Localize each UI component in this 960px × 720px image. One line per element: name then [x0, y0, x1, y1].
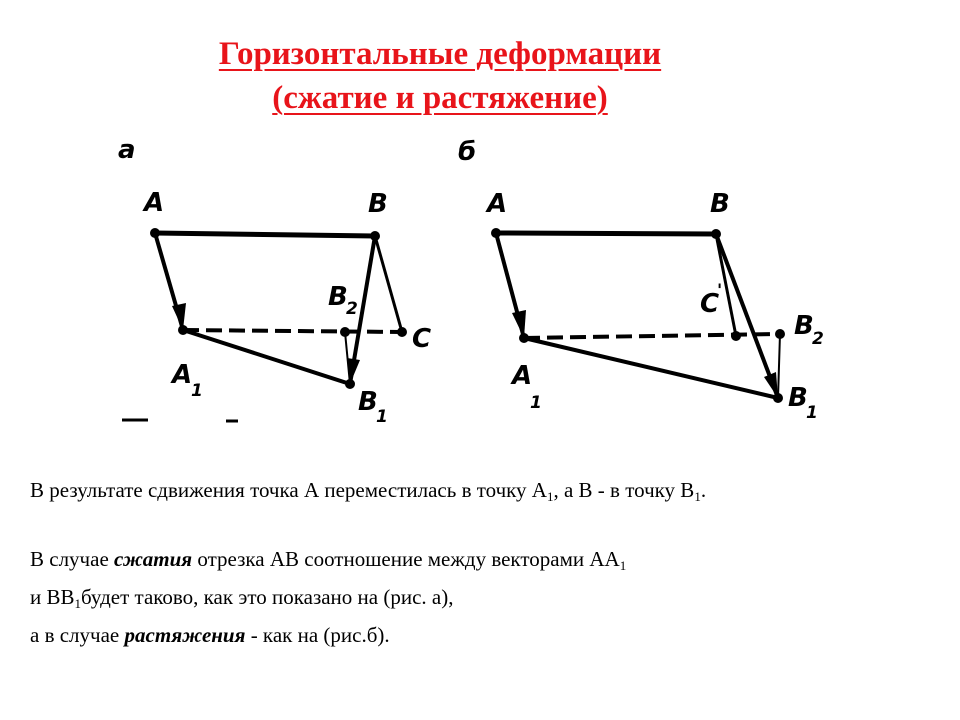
paragraph1-sub-b1: 1 — [694, 489, 701, 504]
figure-b-label-b: B — [710, 189, 730, 219]
figure-b-point-b — [711, 229, 721, 239]
figure-a-label-b2: B — [328, 282, 348, 312]
figure-a-label-b1-sub: 1 — [376, 407, 388, 427]
figure-a-label-c: C — [412, 324, 432, 354]
paragraph-extension — [30, 622, 930, 648]
figure-b-label-b2-sub: 2 — [812, 329, 824, 349]
figure-a-label-a: A — [144, 188, 165, 218]
paragraph4-text: а в случае — [30, 623, 125, 647]
paragraph1-sub-a1: 1 — [546, 489, 554, 504]
paragraph3-text-2: будет таково, как это показано на (рис. а), — [81, 585, 454, 609]
figure-b-label-b2: B — [794, 311, 814, 341]
figure-a — [118, 135, 431, 427]
figure-b-label-b1-sub: 1 — [806, 403, 818, 423]
figure-a-point-b — [370, 231, 380, 241]
figure-b-point-b1 — [773, 393, 783, 403]
figure-a-segment-bc — [375, 236, 402, 332]
paragraph1-text: В результате сдвижения точка А переместилась в точку А — [30, 478, 547, 502]
figure-a-label-b1: B — [358, 387, 378, 417]
paragraph2-text: В случае — [30, 547, 115, 571]
figure-b-vector-bb1 — [716, 234, 778, 398]
figure-a-segment-b2b1 — [345, 332, 350, 384]
figure-b-point-a1 — [519, 333, 529, 343]
figure-b-label-c: C — [700, 289, 720, 319]
figure-a-point-b2 — [340, 327, 350, 337]
figure-a-point-a1 — [178, 325, 188, 335]
figure-a-segment-a1b1 — [183, 330, 350, 384]
figure-b-point-c — [731, 331, 741, 341]
figure-a-label-a1: A — [172, 360, 193, 390]
figure-a-panel-label: а — [118, 135, 136, 165]
title-line-2: (сжатие и растяжение) — [272, 80, 608, 116]
paragraph3-text: и ВВ — [30, 585, 75, 609]
figure-a-label-b: B — [368, 189, 388, 219]
figure-b-segment-ab — [496, 233, 716, 234]
figure-a-point-b1 — [345, 379, 355, 389]
paragraph2-text-2: отрезка АВ соотношение между векторами АА — [192, 547, 620, 571]
title-line-1: Горизонтальные деформации — [218, 36, 662, 72]
paragraph2-sub: 1 — [619, 558, 627, 573]
figure-b-label-a: A — [487, 189, 508, 219]
paragraph4-text-2: - как на (рис.б). — [245, 623, 390, 647]
figure-b-point-a — [491, 228, 501, 238]
paragraph3-sub: 1 — [74, 596, 82, 611]
paragraph2-emphasis: сжатия — [114, 547, 193, 571]
figure-a-dashed-a1c — [183, 330, 402, 332]
figure-b-panel-label: б — [458, 137, 477, 167]
figure-b-label-a1: A — [512, 361, 533, 391]
paragraph1-text-2: , а В - в точку В — [553, 478, 695, 502]
paragraph4-emphasis: растяжения — [124, 623, 246, 647]
figure-b-point-b2 — [775, 329, 785, 339]
figure-a-point-c — [397, 327, 407, 337]
figure-b-dashed-a1b2 — [524, 334, 780, 338]
figure-b-label-a1-sub: 1 — [530, 393, 542, 413]
figure-a-segment-ab — [155, 233, 375, 236]
figure-a-label-b2-sub: 2 — [346, 299, 358, 319]
paragraph-vectors — [30, 584, 930, 610]
figure-a-point-a — [150, 228, 160, 238]
figure-a-label-a1-sub: 1 — [191, 381, 203, 401]
figure-b-label-c-mark: ' — [717, 281, 723, 301]
figure-b — [458, 137, 824, 423]
figure-b-label-b1: B — [788, 383, 808, 413]
figure-b-segment-b2b1 — [778, 334, 780, 398]
paragraph-compression — [30, 546, 930, 572]
paragraph1-text-3: . — [700, 478, 707, 502]
figure-b-segment-a1b1 — [524, 338, 778, 398]
paragraph-displacement — [30, 477, 930, 503]
